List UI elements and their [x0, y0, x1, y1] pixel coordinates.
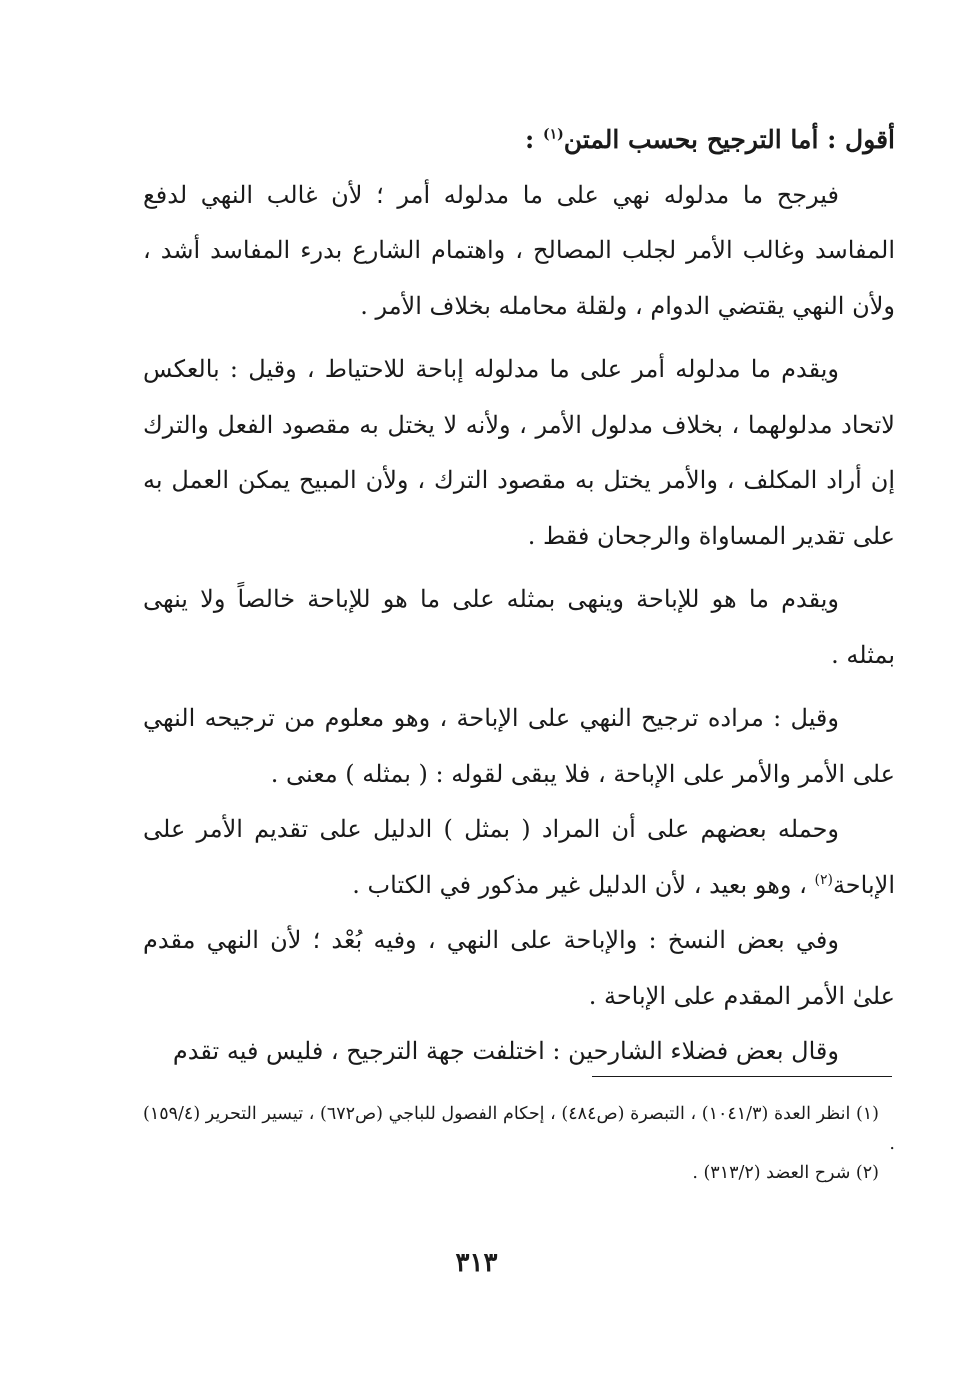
footnotes — [143, 1100, 895, 1189]
paragraph-4: وقيل : مراده ترجيح النهي على الإباحة ، وهو معلوم من ترجيحه النهي على الأمر والأمر على الإباحة ، فلا يبقى لقوله : ( بمثله ) معنى . — [143, 704, 895, 788]
paragraph-1: فيرجح ما مدلوله نهي على ما مدلوله أمر ؛ لأن غالب النهي لدفع المفاسد وغالب الأمر لجلب المصالح ، واهتمام الشارع بدرء المفاسد أشد ، ولأن النهي يقتضي الدوام ، ولقلة محامله بخلاف الأمر . — [143, 180, 895, 320]
footnote-divider — [592, 1076, 892, 1077]
paragraph-3: ويقدم ما هو للإباحة وينهى بمثله على ما هو للإباحة خالصاً ولا ينهى بمثله . — [143, 585, 895, 669]
footnote-1: (١) انظر العدة (١٠٤١/٣) ، التبصرة (ص٤٨٤) ، إحكام الفصول للباجي (ص٦٧٢) ، تيسير التحرير (١٥٩/٤) . — [143, 1104, 895, 1154]
section-heading — [143, 112, 895, 168]
paragraph-2: ويقدم ما مدلوله أمر على ما مدلوله إباحة للاحتياط ، وقيل : بالعكس لاتحاد مدلولهما ، بخلاف مدلول الأمر ، ولأنه لا يختل به مقصود الفعل والترك إن أراد المكلف ، والأمر يختل به مقصود الترك ، ولأن المبيح يمكن العمل به على تقدير المساواة والرجحان فقط . — [143, 355, 895, 550]
paragraph-5-start: وحمله بعضهم على أن المراد ( بمثل ) الدليل على تقديم الأمر على الإباحة — [143, 815, 895, 899]
heading-suffix: : — [525, 125, 543, 154]
paragraph-5-end: ، وهو بعيد ، لأن الدليل غير مذكور في الكتاب . — [352, 870, 815, 899]
footnote-marker-2: (٢) — [814, 871, 833, 888]
paragraph-7: وقال بعض فضلاء الشارحين : اختلفت جهة الترجيح ، فليس فيه تقدم — [172, 1037, 839, 1065]
main-text — [143, 112, 895, 1080]
paragraph-6: وفي بعض النسخ : والإباحة على النهي ، وفيه بُعْد ؛ لأن النهي مقدم علىٰ الأمر المقدم على الإباحة . — [143, 926, 895, 1010]
footnote-2: (٢) شرح العضد (٣١٣/٢) . — [692, 1163, 879, 1183]
footnote-marker-1: (١) — [542, 126, 564, 143]
paragraph-5 — [143, 802, 895, 913]
page-number: ٣١٣ — [455, 1248, 498, 1278]
heading-text: أقول : أما الترجيح بحسب المتن — [563, 125, 895, 154]
